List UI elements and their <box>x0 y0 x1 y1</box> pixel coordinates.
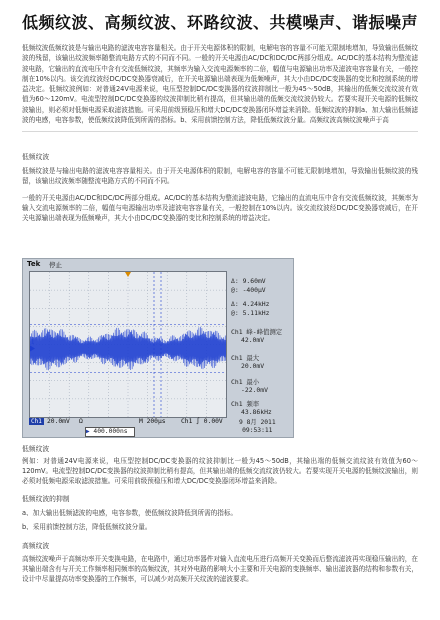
trigger-position-marker-icon <box>125 272 131 277</box>
suppression-item-a: a、加大输出低频滤波的电感，电容参数，使低频纹波降低到所需的指标。 <box>22 509 238 517</box>
scope-date: 9 8月 2011 <box>239 419 276 426</box>
section-heading-high: 高频纹波 <box>22 542 50 550</box>
volts-per-div: 20.0mV <box>47 418 70 425</box>
paragraph-low-2: 一般的开关电源由AC/DC和DC/DC两部分组成。AC/DC的基本结构为整流滤波电路，它输出的直流电压中含有交流低频纹波，其频率为输入交流电源频率的二倍，幅值与电源输出功率及滤波电容容量有关，一般控制在10%以内。该交流纹波经DC/DC变换器衰减后，在开关电源输出端表现为低频噪声，其大小由DC/DC变换器的变比和控制系统的增益决定。 <box>22 194 418 222</box>
readout-at-v-value: -400μV <box>242 286 266 294</box>
measurement-max-value: 20.0mV <box>241 362 265 370</box>
measurement-min <box>231 377 291 394</box>
measurement-frequency-value: 43.86kHz <box>241 408 272 416</box>
readout-at-f-label: @: <box>231 309 239 317</box>
readout-delta-v <box>231 277 291 285</box>
suppression-item-b: b、采用前馈控制方法，降低低频纹波分量。 <box>22 523 152 531</box>
measurement-max-label: Ch1 最大 <box>231 354 260 362</box>
scope-screen <box>29 271 227 418</box>
paragraph-low-3: 例如：对普通24V电源来说，电压型控制DC/DC变换器的纹波抑制比一般为45～50dB，其输出端的低频交流纹波有效值为60～120mV。电流型控制DC/DC变换器的纹波抑制比稍有提高，但其输出端的低频交流纹波仍较大。若要实现开关电源的低频纹波输出，则必须对低频电源采取滤波措施。可采用前级预稳压和增大DC/DC变换器闭环增益来消除。 <box>22 457 418 485</box>
scope-waveform-plot <box>30 272 226 417</box>
readout-at-f-value: 5.11kHz <box>242 309 270 317</box>
readout-delta-v-value: 9.60mV <box>242 277 266 285</box>
bandwidth-limit-icon: Ω <box>79 418 83 425</box>
readout-at-v-label: @: <box>231 286 239 294</box>
page-title: 低频纹波、高频纹波、环路纹波、共模噪声、谐振噪声 <box>22 13 419 32</box>
oscilloscope-screenshot <box>22 258 294 438</box>
scope-time: 09:53:11 <box>242 427 273 434</box>
paragraph-high-1: 高频纹波噪声于高频功率开关变换电路，在电路中，通过功率器件对输入直流电压进行高频开关变换而后整流滤波再实现稳压输出的，在其输出端含有与开关工作频率相同频率的高频纹波，其对外电路的影响大小主要和开关电源的变换频率、输出滤波器的结构和参数有关，设计中尽量提高功率变换器的工作频率，可以减少对高频开关纹波的滤波要求。 <box>22 555 418 583</box>
measurement-frequency <box>231 399 291 416</box>
ripple-waveform-trace <box>30 327 226 371</box>
section-heading-low-2: 低频纹波 <box>22 445 50 453</box>
scope-header <box>23 259 293 269</box>
offset-arrow-icon: ▶ <box>86 428 90 435</box>
readout-delta-f-label: Δ: <box>231 300 239 308</box>
scope-state: 停止 <box>49 261 62 269</box>
paragraph-low-1: 低频纹波是与输出电路的滤波电容容量相关。由于开关电源体积的限制，电解电容的容量不可能无限制地增加，导致输出低频纹波的残留，该输出纹波频率随整流电路方式的不同而不同。 <box>22 167 418 185</box>
scope-readout-panel <box>229 271 291 416</box>
readout-delta-v-label: Δ: <box>231 277 239 285</box>
scope-brand: Tek <box>27 260 41 268</box>
horizontal-offset-value: 400.000ns <box>93 428 128 435</box>
time-per-div: M 200μs <box>139 418 166 425</box>
readout-delta-f-value: 4.24kHz <box>242 300 270 308</box>
channel-1-marker-label: 1 <box>31 339 35 346</box>
measurement-pk-pk-label: Ch1 峰-峰值测定 <box>231 328 283 336</box>
scope-timestamp <box>239 419 276 435</box>
readout-at-v <box>231 286 291 294</box>
channel-1-tag: Ch1 <box>31 418 42 425</box>
intro-abstract: 低频纹波低频纹波是与输出电路的滤波电容容量相关。由于开关电源体积的限制，电解电容的容量不可能无限制地增加，导致输出低频纹波的残留，该输出纹波频率随整流电路方式的不同而不同。一般的开关电源由AC/DC和DC/DC两部分组成。AC/DC的基本结构为整流滤波电路，它输出的直流电压中含有交流低频纹波，其频率为输入交流电源频率的二倍，幅值与电源输出功率及滤波电容容量有关，一般控制在10%以内。该交流纹波经DC/DC变换器衰减后，在开关电源输出端表现为低频噪声，其大小由DC/DC变换器的变比和控制系统的增益决定。低频纹波例如：对普通24V电源来说，电压型控制DC/DC变换器的纹波抑制比一般为45～50dB，其输出的低频交流纹波有效值为60～120mV。电流型控制DC/DC变换器的纹波抑制比稍有提高，但其输出端的低频交流纹波仍较大。若要实现开关电源的低频纹波输出，则必须对低频电源采取滤波措施。可采用前级预稳压和增大DC/DC变换器闭环增益来消除。低频纹波的抑制a、加大输出低频滤波的电感，电容参数，使低频纹波降低到所需的指标。b、采用前馈控制方法，降低低频纹波分量。高频纹波高频纹波噪声于高 <box>22 43 418 132</box>
trigger-setting: Ch1 ∫ 0.00V <box>181 418 223 425</box>
readout-at-f <box>231 309 291 317</box>
measurement-pk-pk-value: 42.0mV <box>241 336 265 344</box>
measurement-pk-pk <box>231 327 291 344</box>
measurement-min-value: -22.0mV <box>241 386 268 394</box>
measurement-max <box>231 353 291 370</box>
measurement-frequency-label: Ch1 频率 <box>231 400 260 408</box>
measurement-min-label: Ch1 最小 <box>231 378 260 386</box>
section-heading-suppression: 低频纹波的抑制 <box>22 495 70 503</box>
readout-delta-f <box>231 300 291 308</box>
horizontal-offset-box <box>85 427 135 437</box>
section-heading-low: 低频纹波 <box>22 153 50 161</box>
